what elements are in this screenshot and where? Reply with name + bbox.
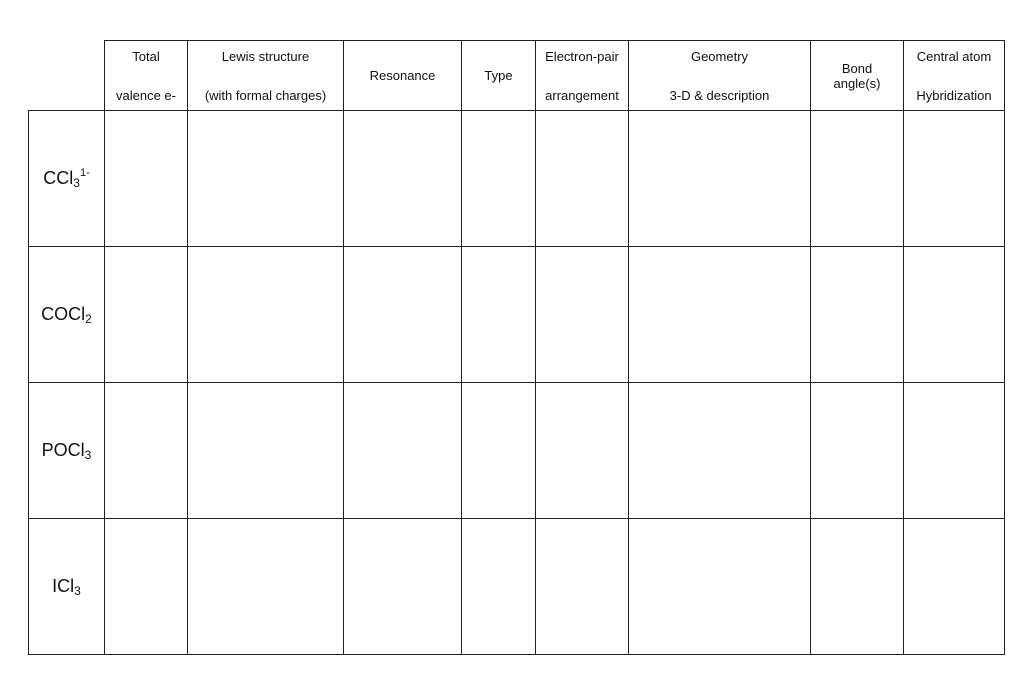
answer-cell[interactable]: [811, 519, 904, 655]
header-resonance-label: Resonance: [369, 68, 436, 83]
answer-cell[interactable]: [188, 111, 344, 247]
answer-cell[interactable]: [462, 519, 536, 655]
formula-subscript: 3: [84, 447, 92, 462]
answer-cell[interactable]: [105, 247, 188, 383]
header-bond-angle: [811, 41, 904, 111]
header-total-valence-line1: Total: [132, 48, 160, 64]
molecule-table: [28, 40, 1005, 655]
molecule-label: [29, 247, 105, 383]
answer-cell[interactable]: [904, 111, 1005, 247]
answer-cell[interactable]: [811, 383, 904, 519]
answer-cell[interactable]: [536, 247, 629, 383]
header-lewis-line1: Lewis structure: [221, 48, 310, 64]
molecule-row: [29, 519, 1005, 655]
header-bond-angle-line2: angle(s): [833, 75, 881, 91]
molecule-label: [29, 111, 105, 247]
answer-cell[interactable]: [188, 519, 344, 655]
header-electron-pair-line1: Electron-pair: [545, 48, 619, 64]
answer-cell[interactable]: [536, 519, 629, 655]
answer-cell[interactable]: [344, 383, 462, 519]
header-lewis-structure: [188, 41, 344, 111]
formula-subscript: 2: [85, 311, 92, 326]
answer-cell[interactable]: [904, 519, 1005, 655]
answer-cell[interactable]: [462, 383, 536, 519]
header-bond-angle-line1: Bond: [841, 60, 873, 76]
answer-cell[interactable]: [188, 247, 344, 383]
molecule-row: [29, 247, 1005, 383]
header-total-valence-line2: valence e-: [116, 87, 176, 103]
header-geometry-line1: Geometry: [690, 48, 749, 64]
answer-cell[interactable]: [629, 383, 811, 519]
molecule-label: [29, 383, 105, 519]
header-lewis-line2: (with formal charges): [204, 87, 327, 103]
formula-subscript: 3: [73, 176, 80, 190]
formula-subscript: 3: [74, 583, 81, 598]
answer-cell[interactable]: [344, 519, 462, 655]
answer-cell[interactable]: [904, 247, 1005, 383]
header-resonance: [344, 41, 462, 111]
answer-cell[interactable]: [105, 383, 188, 519]
answer-cell[interactable]: [105, 519, 188, 655]
answer-cell[interactable]: [904, 383, 1005, 519]
answer-cell[interactable]: [811, 111, 904, 247]
formula-base: CCl: [43, 168, 74, 188]
answer-cell[interactable]: [536, 383, 629, 519]
header-hybridization-line1: Central atom: [916, 48, 992, 64]
molecule-row: [29, 383, 1005, 519]
answer-cell[interactable]: [629, 111, 811, 247]
header-electron-pair-line2: arrangement: [545, 87, 619, 103]
answer-cell[interactable]: [462, 247, 536, 383]
molecule-label: [29, 519, 105, 655]
answer-cell[interactable]: [629, 247, 811, 383]
answer-cell[interactable]: [536, 111, 629, 247]
header-electron-pair: [536, 41, 629, 111]
header-total-valence: [105, 41, 188, 111]
header-geometry: [629, 41, 811, 111]
formula-base: ICl: [52, 575, 75, 596]
header-type: [462, 41, 536, 111]
header-hybridization-line2: Hybridization: [916, 87, 992, 103]
answer-cell[interactable]: [344, 111, 462, 247]
molecule-row: [29, 111, 1005, 247]
answer-cell[interactable]: [105, 111, 188, 247]
formula-charge: 1-: [79, 167, 90, 179]
answer-cell[interactable]: [811, 247, 904, 383]
answer-cell[interactable]: [629, 519, 811, 655]
header-row: [29, 41, 1005, 111]
formula-base: POCl: [41, 439, 85, 460]
answer-cell[interactable]: [344, 247, 462, 383]
formula-base: COCl: [41, 303, 86, 324]
header-type-label: Type: [484, 68, 513, 83]
header-hybridization: [904, 41, 1005, 111]
answer-cell[interactable]: [188, 383, 344, 519]
corner-cell: [29, 41, 105, 111]
answer-cell[interactable]: [462, 111, 536, 247]
header-geometry-line2: 3-D & description: [669, 87, 770, 103]
